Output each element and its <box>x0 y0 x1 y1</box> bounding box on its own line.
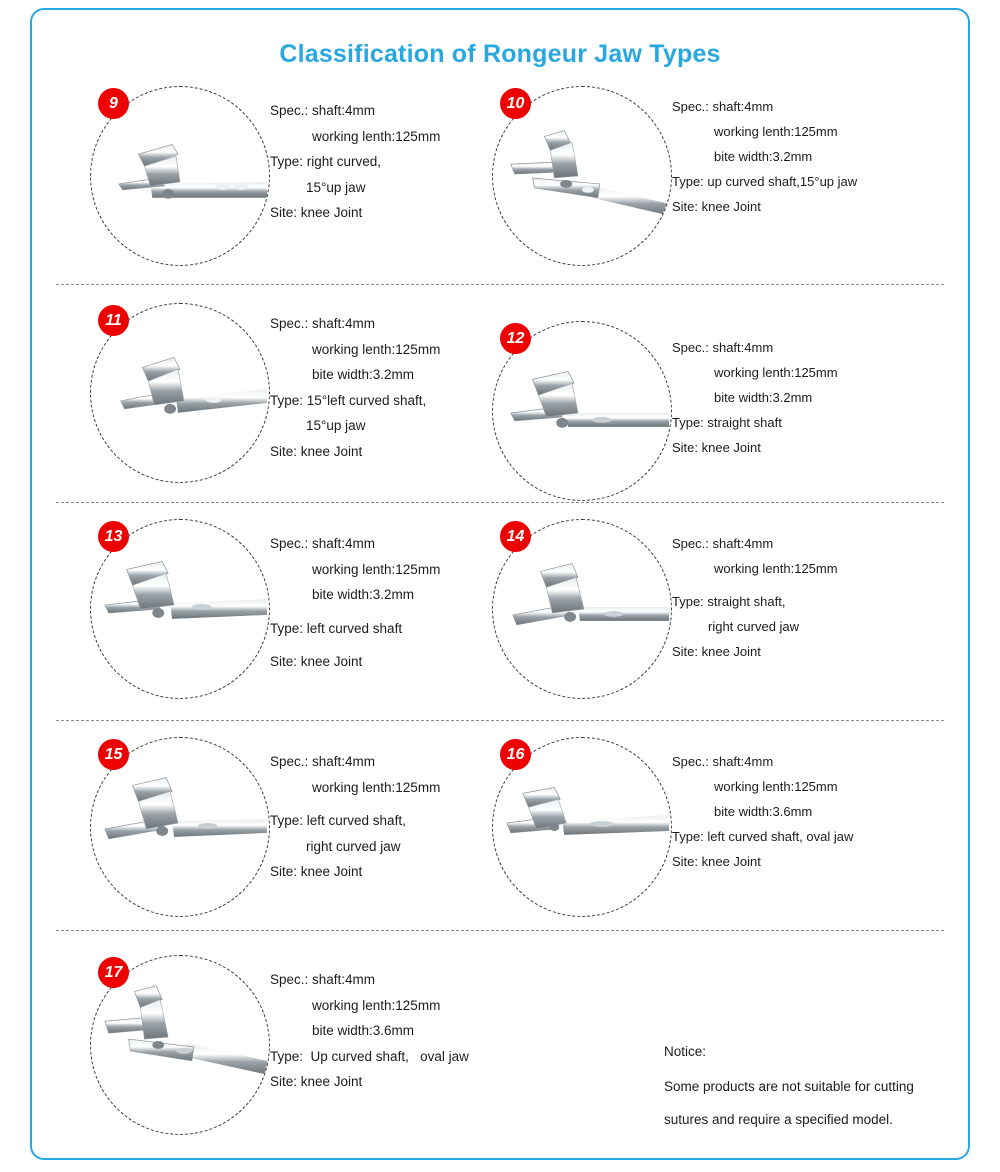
spec-line: Spec.: shaft:4mm <box>270 316 376 331</box>
item-photo-17 <box>90 955 270 1135</box>
item-spec-13 <box>270 519 442 669</box>
spec-line: working lenth:125mm <box>714 779 838 794</box>
item-photo-16 <box>492 737 672 917</box>
item-cell-13 <box>32 519 442 708</box>
spec-line: working lenth:125mm <box>312 561 441 577</box>
spec-line: working lenth:125mm <box>714 365 838 380</box>
item-spec-10 <box>672 86 918 213</box>
spec-line: Type: right curved, <box>270 154 382 169</box>
item-badge-10: 10 <box>500 88 531 119</box>
item-row <box>32 503 968 708</box>
item-row <box>32 285 968 490</box>
item-badge-9: 9 <box>98 88 129 119</box>
spec-line: bite width:3.2mm <box>714 390 813 405</box>
item-photo-12 <box>492 321 672 501</box>
item-photo-11 <box>90 303 270 483</box>
page-frame <box>30 8 970 1160</box>
item-spec-15 <box>270 737 442 879</box>
item-photo-14 <box>492 519 672 699</box>
spec-line: Type: up curved shaft,15°up jaw <box>672 174 858 189</box>
item-badge-11: 11 <box>98 305 129 336</box>
spec-line: Site: knee Joint <box>672 644 761 659</box>
spec-line: right curved jaw <box>306 838 401 854</box>
notice-line-2: sutures and require a specified model. <box>664 1112 893 1127</box>
item-spec-14 <box>672 519 918 658</box>
spec-line: Type: Up curved shaft, oval jaw <box>270 1048 469 1064</box>
spec-line: 15°up jaw <box>306 179 366 195</box>
spec-line: Type: left curved shaft, <box>270 813 406 828</box>
spec-line: Site: knee Joint <box>270 654 363 669</box>
spec-line: Site: knee Joint <box>270 443 363 459</box>
spec-line: working lenth:125mm <box>312 128 441 144</box>
item-badge-16: 16 <box>500 739 531 770</box>
item-badge-15: 15 <box>98 739 129 770</box>
spec-line: working lenth:125mm <box>312 341 441 357</box>
spec-line: Type: left curved shaft, oval jaw <box>672 829 854 844</box>
item-spec-16 <box>672 737 918 868</box>
spec-line: Site: knee Joint <box>270 1074 363 1089</box>
spec-line: bite width:3.2mm <box>312 367 415 382</box>
item-cell-10 <box>442 86 918 276</box>
item-spec-11 <box>270 303 442 458</box>
item-spec-17 <box>270 955 469 1089</box>
spec-line: Site: knee Joint <box>270 205 363 220</box>
notice-line-1: Some products are not suitable for cutting <box>664 1079 914 1094</box>
spec-line: Site: knee Joint <box>270 864 363 879</box>
item-spec-12 <box>672 303 918 454</box>
item-cell-12 <box>442 303 918 490</box>
items-grid <box>32 86 968 1131</box>
notice-title: Notice: <box>664 1044 707 1059</box>
spec-line: working lenth:125mm <box>312 779 441 795</box>
spec-line: bite width:3.2mm <box>312 587 415 602</box>
spec-line: right curved jaw <box>708 619 800 634</box>
item-cell-16 <box>442 737 918 916</box>
item-photo-9 <box>90 86 270 266</box>
spec-line: working lenth:125mm <box>312 997 441 1013</box>
spec-line: Spec.: shaft:4mm <box>672 536 774 551</box>
item-row <box>32 721 968 916</box>
item-badge-17: 17 <box>98 957 129 988</box>
spec-line: bite width:3.2mm <box>714 149 813 164</box>
spec-line: bite width:3.6mm <box>312 1023 415 1038</box>
spec-line: working lenth:125mm <box>714 561 838 576</box>
item-badge-12: 12 <box>500 323 531 354</box>
item-row <box>32 86 968 276</box>
spec-line: Spec.: shaft:4mm <box>270 536 376 551</box>
spec-line: Spec.: shaft:4mm <box>672 754 774 769</box>
item-cell-17 <box>32 955 469 1131</box>
spec-line: Type: 15°left curved shaft, <box>270 392 427 408</box>
spec-line: Site: knee Joint <box>672 440 761 455</box>
spec-line: Type: straight shaft, <box>672 594 786 609</box>
spec-line: Spec.: shaft:4mm <box>270 103 376 118</box>
spec-line: Spec.: shaft:4mm <box>270 754 376 769</box>
notice-block <box>664 1044 954 1145</box>
item-photo-13 <box>90 519 270 699</box>
spec-line: Spec.: shaft:4mm <box>672 99 774 114</box>
spec-line: Type: left curved shaft <box>270 620 403 636</box>
item-photo-10 <box>492 86 672 266</box>
spec-line: Type: straight shaft <box>672 415 782 430</box>
spec-line: Site: knee Joint <box>672 854 761 869</box>
spec-line: Site: knee Joint <box>672 199 761 214</box>
spec-line: bite width:3.6mm <box>714 804 813 819</box>
item-cell-15 <box>32 737 442 916</box>
spec-line: working lenth:125mm <box>714 124 838 139</box>
spec-line: Spec.: shaft:4mm <box>672 340 774 355</box>
item-badge-14: 14 <box>500 521 531 552</box>
item-cell-9 <box>32 86 442 276</box>
item-cell-14 <box>442 519 918 708</box>
item-badge-13: 13 <box>98 521 129 552</box>
spec-line: Spec.: shaft:4mm <box>270 972 376 987</box>
item-photo-15 <box>90 737 270 917</box>
item-cell-11 <box>32 303 442 490</box>
page-title: Classification of Rongeur Jaw Types <box>279 40 721 68</box>
spec-line: 15°up jaw <box>306 418 366 433</box>
item-spec-9 <box>270 86 442 220</box>
